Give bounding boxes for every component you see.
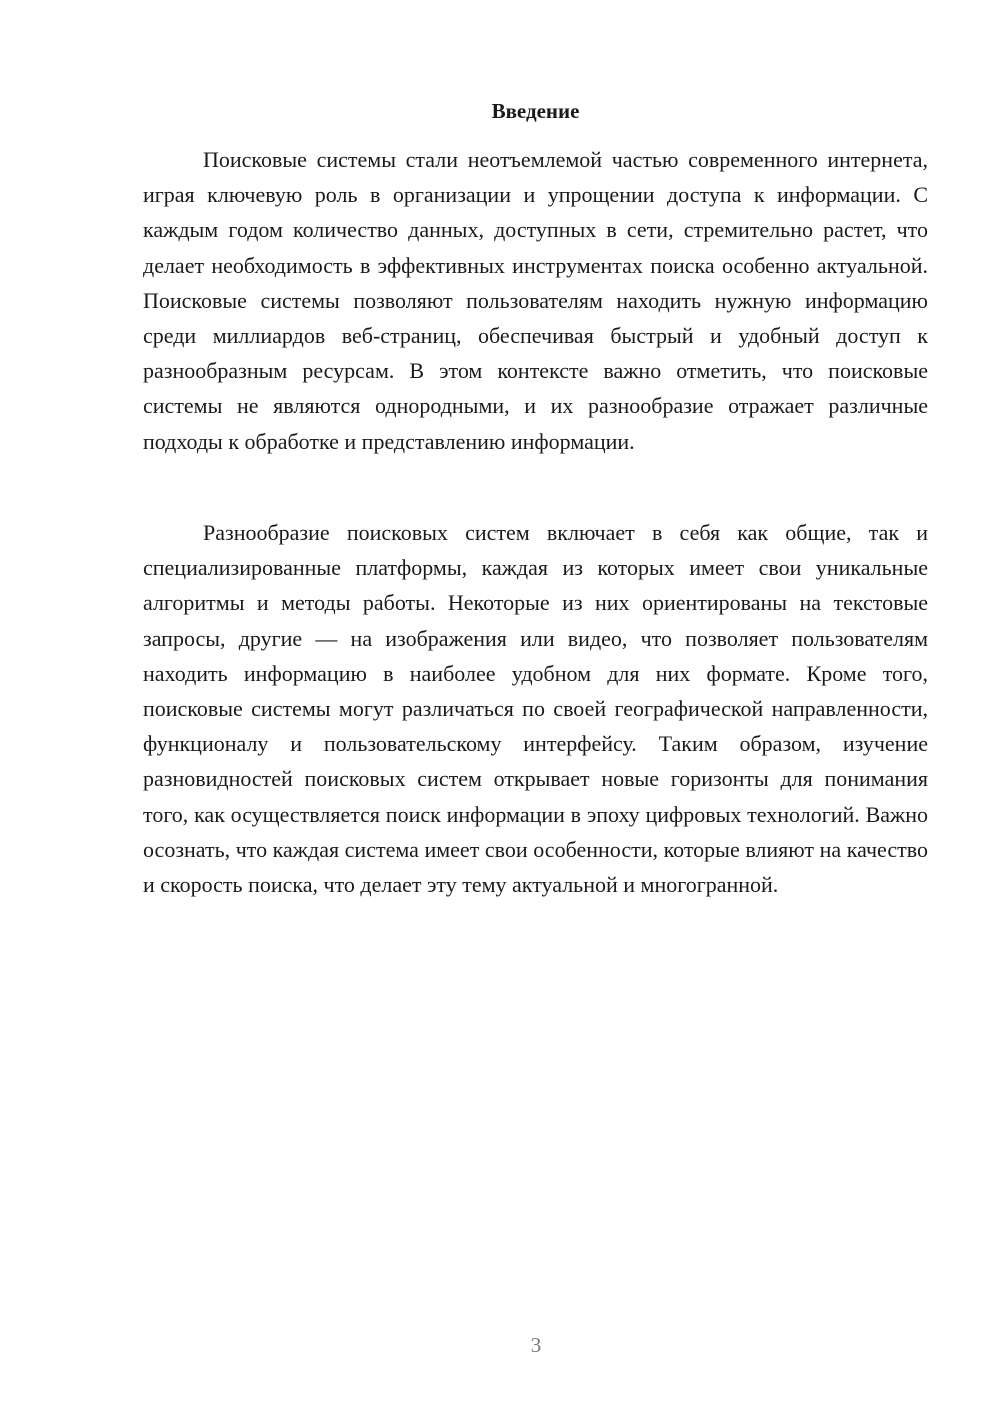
section-title: Введение — [491, 99, 580, 123]
paragraph-1: Поисковые системы стали неотъемлемой частью современного интернета, играя ключевую роль в организации и упрощении доступа к информации. С каждым годом количество данных, доступных в сети, стремительно растет, что делает необходимость в эффективных инструментах поиска особенно актуальной. Поисковые системы позволяют пользователям находить нужную информацию среди миллиардов веб-страниц, обеспечивая быстрый и удобный доступ к разнообразным ресурсам. В этом контексте важно отметить, что поисковые системы не являются однородными, и их разнообразие отражает различные подходы к обработке и представлению информации. — [143, 147, 928, 454]
paragraph-2: Разнообразие поисковых систем включает в себя как общие, так и специализированные платформы, каждая из которых имеет свои уникальные алгоритмы и методы работы. Некоторые из них ориентированы на текстовые запросы, другие — на изображения или видео, что позволяет пользователям находить информацию в наиболее удобном для них формате. Кроме того, поисковые системы могут различаться по своей географической направленности, функционалу и пользовательскому интерфейсу. Таким образом, изучение разновидностей поисковых систем открывает новые горизонты для понимания того, как осуществляется поиск информации в эпоху цифровых технологий. Важно осознать, что каждая система имеет свои особенности, которые влияют на качество и скорость поиска, что делает эту тему актуальной и многогранной. — [143, 520, 928, 898]
page-number: 3 — [530, 1333, 542, 1357]
